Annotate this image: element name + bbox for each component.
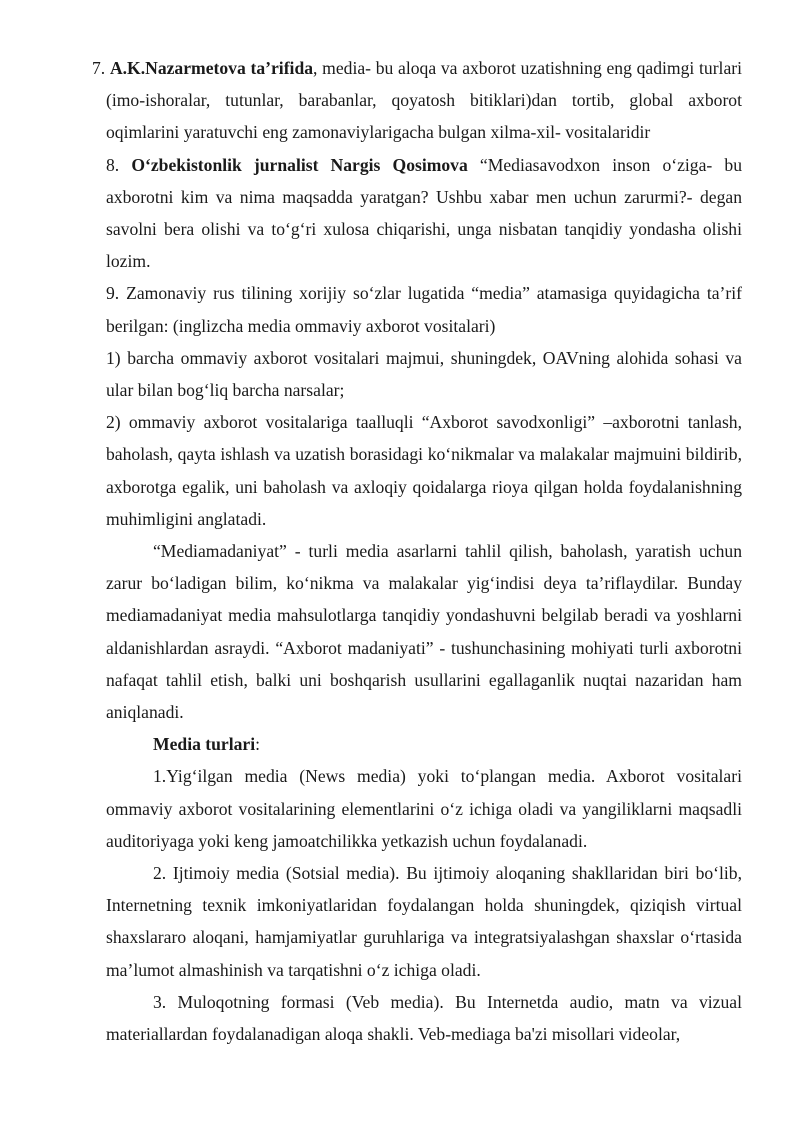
media-type-3: 3. Muloqotning formasi (Veb media). Bu Internetda audio, matn va vizual materiallardan foydalanadigan aloqa shakli. Veb-mediaga ba'zi misollari videolar, [106, 991, 742, 1045]
paragraph-7-author: A.K.Nazarmetova ta’rifida [109, 58, 314, 78]
section-heading-text: Media turlari [153, 734, 256, 755]
paragraph-8-number: 8. [106, 154, 120, 175]
paragraph-8-author: O‘zbekistonlik jurnalist Nargis Qosimova [131, 154, 468, 175]
paragraph-7-text: , media- bu aloqa va axborot uzatishning eng qadimgi turlari (imo-ishoralar, tutunlar, barabanlar, qoyatosh bitiklari)dan tortib, global axborot oqimlarini yaratuvchi eng zamonaviylarigacha bulgan xilma-xil- vositalaridir [106, 58, 742, 143]
paragraph-mediamadaniyat: “Mediamadaniyat” - turli media asarlarni tahlil qilish, baholash, yaratish uchun zarur bo‘ladigan bilim, ko‘nikma va malakalar yig‘indisi deya ta’riflaydilar. Bunday mediamadaniyat media mahsulotlarga tanqidiy yondashuvni belgilab beradi va yoshlarni aldanishlardan asraydi. “Axborot madaniyati” - tushunchasining mohiyati turli axborotni nafaqat tahlil etish, balki uni boshqarish usullarini egallaganlik nuqtai nazaridan ham aniqlanadi. [106, 541, 742, 723]
paragraph-9-item-1: 1) barcha ommaviy axborot vositalari majmui, shuningdek, OAVning alohida sohasi va ular bilan bog‘liq barcha narsalar; [106, 347, 742, 401]
media-type-2: 2. Ijtimoiy media (Sotsial media). Bu ijtimoiy aloqaning shakllaridan biri bo‘lib, Internetning texnik imkoniyatlaridan foydalangan holda shuningdek, qiziqish virtual shaxslararo aloqani, hamjamiyatlar guruhlariga va integratsiyalashgan shaxslar o‘rtasida ma’lumot almashinish va tarqatishni o‘z ichiga oladi. [106, 863, 742, 980]
section-heading [106, 728, 742, 760]
paragraph-9-item-2: 2) ommaviy axborot vositalariga taalluqli “Axborot savodxonligi” –axborotni tanlash, baholash, qayta ishlash va uzatish borasidagi ko‘nikmalar va malakalar majmuini bildirib, axborotga egalik, uni baholash va axloqiy qoidalarga rioya qilgan holda foydalanishning muhimligini anglatadi. [106, 412, 742, 529]
paragraph-7 [92, 52, 742, 149]
media-type-1: 1.Yig‘ilgan media (News media) yoki to‘plangan media. Axborot vositalari ommaviy axborot vositalarining elementlarini o‘z ichiga oladi va yangiliklarni maqsadli auditoriyaga yoki keng jamoatchilikka yetkazish uchun foydalanadi. [106, 766, 742, 851]
paragraph-8 [106, 149, 742, 278]
paragraph-9: 9. Zamonaviy rus tilining xorijiy so‘zlar lugatida “media” atamasiga quyidagicha ta’rif berilgan: (inglizcha media ommaviy axborot vositalari) [106, 283, 742, 336]
section-heading-colon: : [255, 734, 261, 755]
paragraph-7-number: 7. [92, 58, 106, 78]
paragraph-8-text: “Mediasavodxon inson o‘ziga- bu axborotni kim va nima maqsadda yaratgan? Ushbu xabar men uchun zarurmi?- degan savolni bera olishi va to‘g‘ri xulosa chiqarishi, unga nisbatan tanqidiy yondasha olishi lozim. [106, 154, 742, 272]
